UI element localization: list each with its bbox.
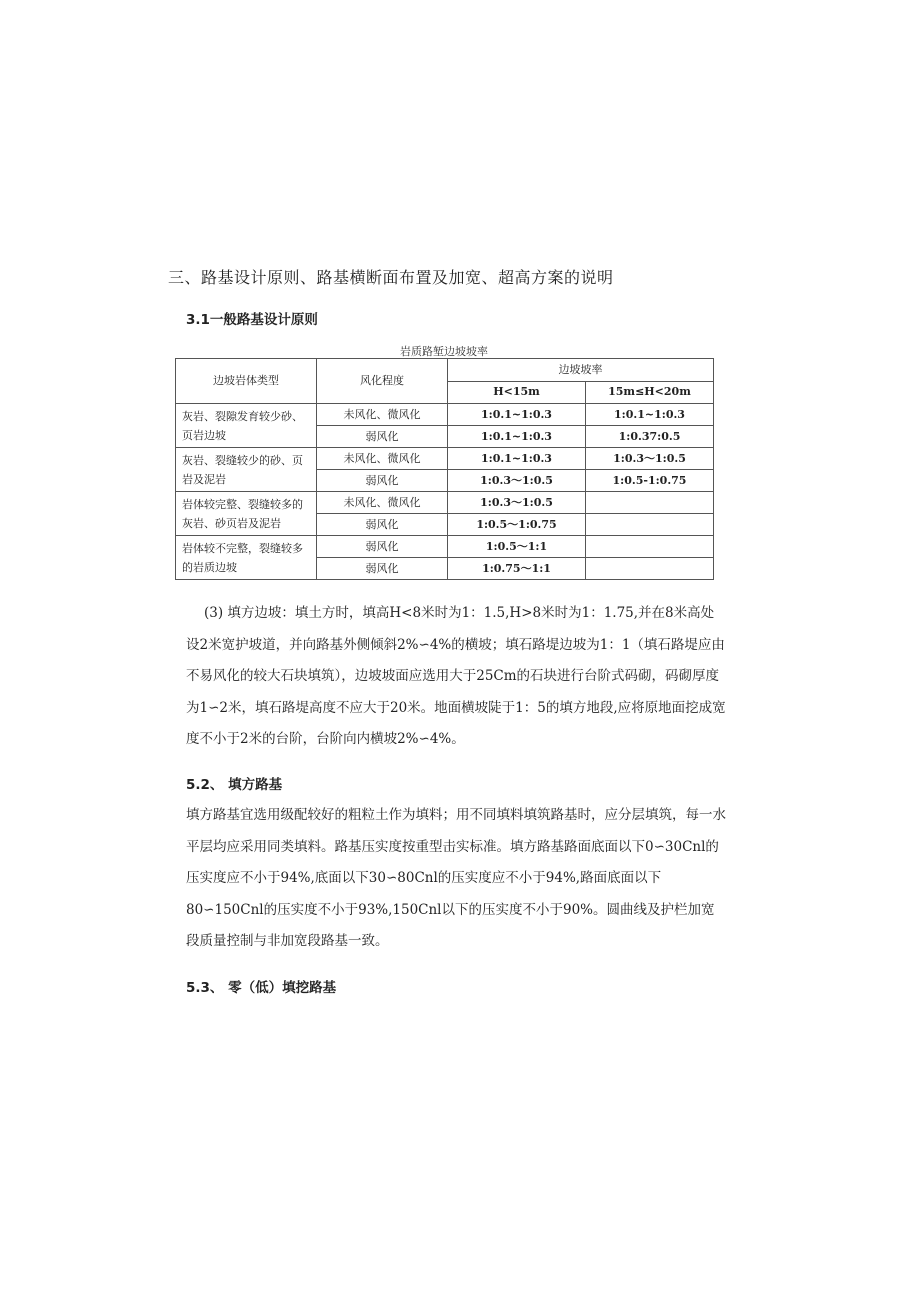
table-caption: 岩质路堑边坡坡率: [400, 345, 488, 358]
slope-cell: 1:0.1~1:0.3: [448, 448, 586, 470]
header-height-2: 15m≤H<20m: [586, 381, 714, 404]
table-row: [176, 448, 714, 470]
weathering-cell: 弱风化: [317, 514, 448, 536]
table-row: [176, 492, 714, 514]
fill-subgrade-paragraph: 填方路基宜选用级配较好的粗粒土作为填料；用不同填料填筑路基时，应分层填筑，每一水平层均应采用同类填料。路基压实度按重型击实标准。填方路基路面底面以下0∽30Cnl的压实度应不小于94%,底面以下30∽80Cnl的压实度应不小于94%,路面底面以下80∽150Cnl的压实度不小于93%,150Cnl以下的压实度不小于90%。圆曲线及护栏加宽段质量控制与非加宽段路基一致。: [186, 807, 726, 949]
slope-cell: 1:0.3～1:0.5: [448, 470, 586, 492]
header-slope-rate: 边坡坡率: [448, 359, 714, 382]
weathering-cell: 弱风化: [317, 536, 448, 558]
subsection-heading: 3.1一般路基设计原则: [186, 312, 318, 328]
slope-cell: 1:0.5～1:1: [448, 536, 586, 558]
weathering-cell: 未风化、微风化: [317, 448, 448, 470]
rock-type-cell: 岩体较不完整，裂缝较多的岩质边坡: [176, 536, 317, 580]
section-heading: 三、路基设计原则、路基横断面布置及加宽、超高方案的说明: [168, 268, 614, 287]
slope-cell: [586, 558, 714, 580]
slope-cell: 1:0.37:0.5: [586, 426, 714, 448]
slope-cell: [586, 492, 714, 514]
slope-cell: 1:0.1~1:0.3: [586, 404, 714, 426]
header-rock-type: 边坡岩体类型: [176, 359, 317, 404]
weathering-cell: 未风化、微风化: [317, 492, 448, 514]
slope-cell: 1:0.5～1:0.75: [448, 514, 586, 536]
fill-slope-paragraph: (3) 填方边坡：填土方时，填高H<8米时为1：1.5,H>8米时为1：1.75,并在8米高处设2米宽护坡道，并向路基外侧倾斜2%∽4%的横坡；填石路堤边坡为1：1（填石路堤应由不易风化的较大石块填筑），边坡坡面应选用大于25Cm的石块进行台阶式码砌，码砌厚度为1∽2米，填石路堤高度不应大于20米。地面横坡陡于1：5的填方地段,应将原地面挖成宽度不小于2米的台阶，台阶向内横坡2%∽4%。: [186, 605, 726, 747]
table-header-row: [176, 359, 714, 382]
section-fill-subgrade-heading: 5.2、 填方路基: [186, 777, 283, 793]
rock-type-cell: 灰岩、裂缝较少的砂、页岩及泥岩: [176, 448, 317, 492]
header-height-1: H<15m: [448, 381, 586, 404]
slope-cell: 1:0.3～1:0.5: [586, 448, 714, 470]
weathering-cell: 未风化、微风化: [317, 404, 448, 426]
slope-cell: 1:0.1~1:0.3: [448, 404, 586, 426]
table-row: [176, 404, 714, 426]
weathering-cell: 弱风化: [317, 470, 448, 492]
table-row: [176, 536, 714, 558]
slope-cell: 1:0.75～1:1: [448, 558, 586, 580]
rock-type-cell: 岩体较完整、裂缝较多的灰岩、砂页岩及泥岩: [176, 492, 317, 536]
weathering-cell: 弱风化: [317, 558, 448, 580]
weathering-cell: 弱风化: [317, 426, 448, 448]
section-low-fill-heading: 5.3、 零（低）填挖路基: [186, 980, 337, 996]
rock-type-cell: 灰岩、裂隙发育较少砂、页岩边坡: [176, 404, 317, 448]
slope-cell: 1:0.5-1:0.75: [586, 470, 714, 492]
slope-rate-table: [175, 358, 714, 580]
slope-cell: [586, 514, 714, 536]
header-weathering: 风化程度: [317, 359, 448, 404]
slope-cell: 1:0.1~1:0.3: [448, 426, 586, 448]
slope-cell: 1:0.3～1:0.5: [448, 492, 586, 514]
slope-cell: [586, 536, 714, 558]
